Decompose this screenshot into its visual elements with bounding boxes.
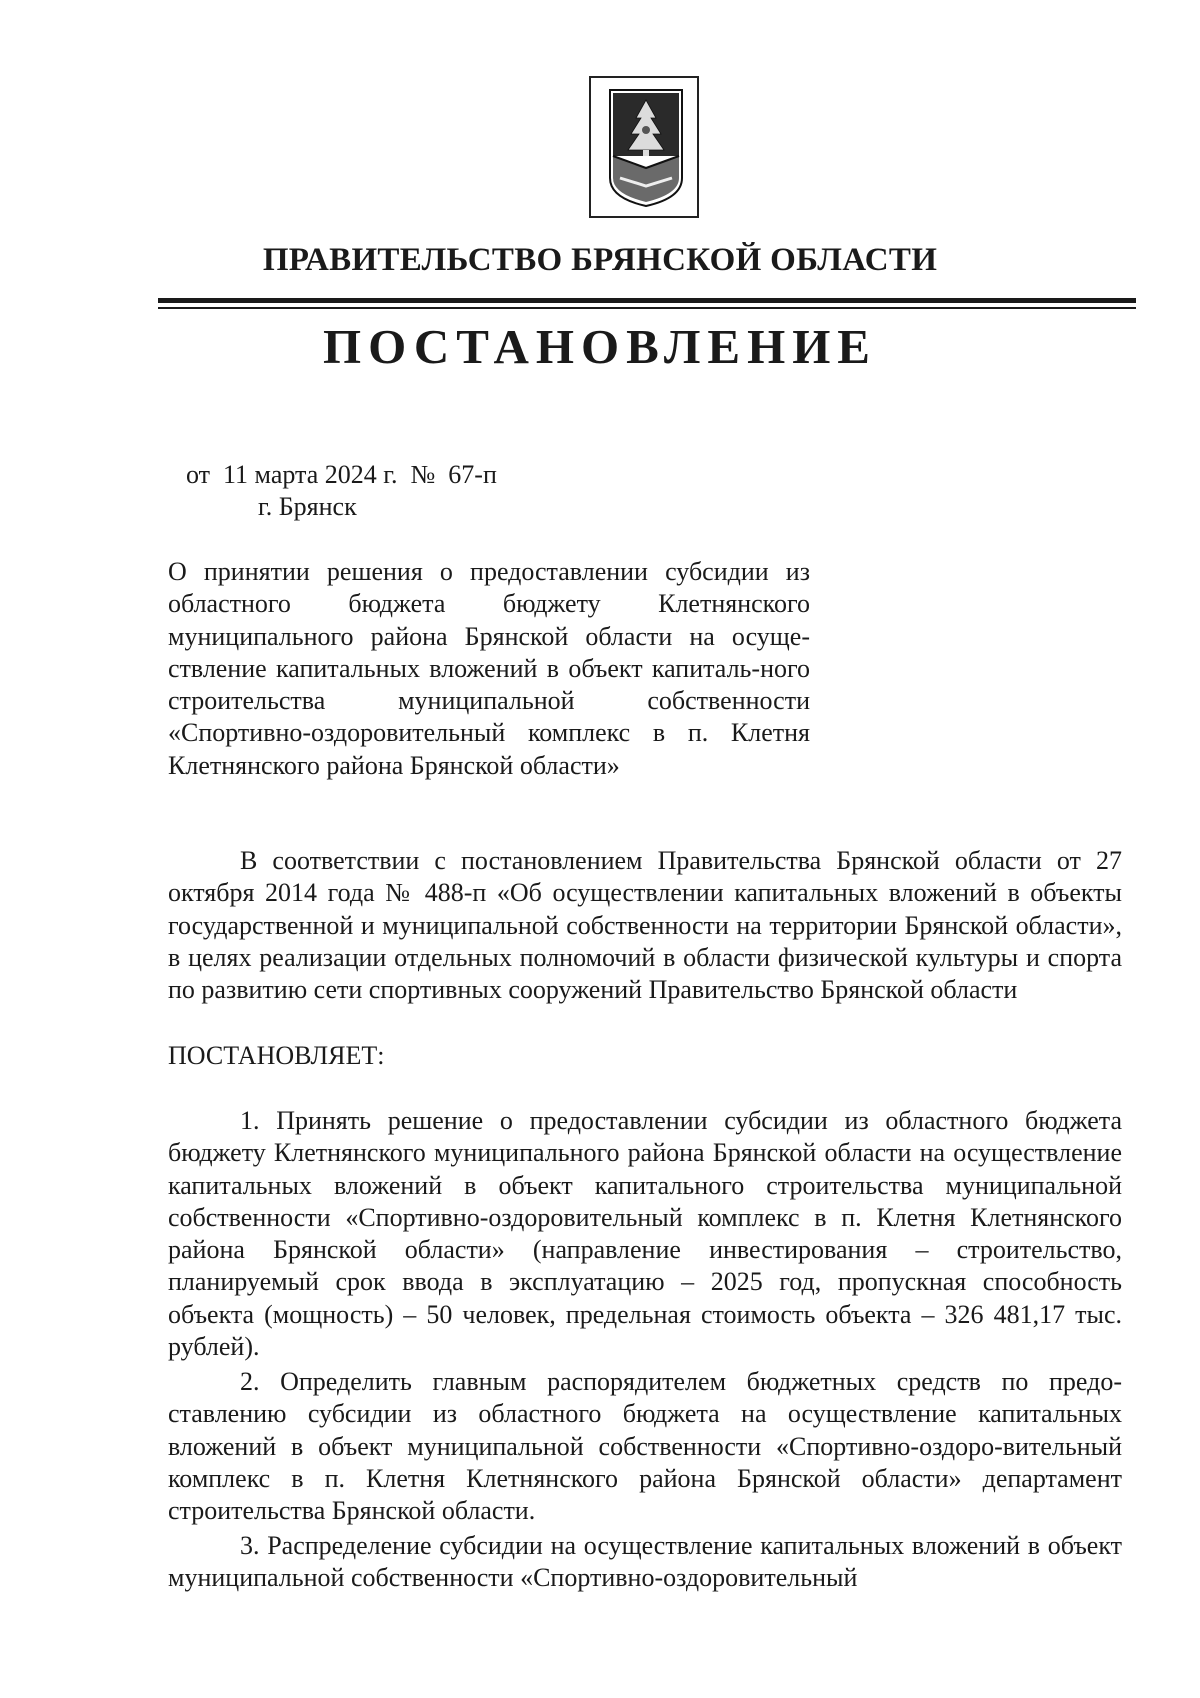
paragraph-1: [168, 1105, 1122, 1363]
document-date-number: от 11 марта 2024 г. № 67-п: [186, 460, 497, 489]
intro-text: В соответствии с постановлением Правительства Брянской области от 27 октября 2014 года № 488-п «Об осуществлении капитальных вложений в объекты государственной и муниципальной собственности на территории Брянской области», в целях реализации отдельных полномочий в области физической культуры и спорта по развитию сети спортивных сооружений Правительство Брянской области: [168, 846, 1122, 1005]
paragraph-2: [168, 1366, 1122, 1527]
paragraph-1-text: 1. Принять решение о предоставлении субсидии из областного бюджета бюджету Клетнянского муниципального района Брянской области на осуществление капитальных вложений в объект капитального строительства муниципальной собственности «Спортивно-оздоровительный комплекс в п. Клетня Клетнянского района Брянской области» (направление инвестирования – строительство, планируемый срок ввода в эксплуатацию – 2025 год, пропускная способность объекта (мощность) – 50 человек, предельная стоимость объекта – 326 481,17 тыс. рублей).: [168, 1106, 1122, 1362]
coat-of-arms-icon: [589, 76, 699, 218]
paragraph-3: [168, 1530, 1122, 1595]
document-type-title: ПОСТАНОВЛЕНИЕ: [323, 319, 877, 374]
header-rule-thick: [158, 298, 1136, 303]
subject-text: О принятии решения о предоставлении субсидии из областного бюджета бюджету Клетнянского муниципального района Брянской области на осуще-ствление капитальных вложений в объект капиталь-ного строительства муниципальной собственности «Спортивно-оздоровительный комплекс в п. Клетня Клетнянского района Брянской области»: [168, 557, 810, 780]
intro-paragraph: [168, 845, 1122, 1006]
paragraph-3-text: 3. Распределение субсидии на осуществление капитальных вложений в объект муниципальной собственности «Спортивно-оздоровительный: [168, 1531, 1122, 1593]
paragraph-2-text: 2. Определить главным распорядителем бюджетных средств по предо-ставлению субсидии из областного бюджета на осуществление капитальных вложений в объект муниципальной собственности «Спортивно-оздоро-вительный комплекс в п. Клетня Клетнянского района Брянской области» департамент строительства Брянской области.: [168, 1367, 1122, 1526]
document-city: г. Брянск: [258, 492, 357, 521]
organization-title: ПРАВИТЕЛЬСТВО БРЯНСКОЙ ОБЛАСТИ: [262, 242, 938, 278]
decree-word-text: ПОСТАНОВЛЯЕТ:: [168, 1041, 385, 1070]
document-subject: [168, 556, 810, 782]
decree-word: [168, 1040, 1122, 1072]
coat-of-arms-graphic: [606, 86, 686, 210]
header-rule-thin: [158, 307, 1136, 309]
